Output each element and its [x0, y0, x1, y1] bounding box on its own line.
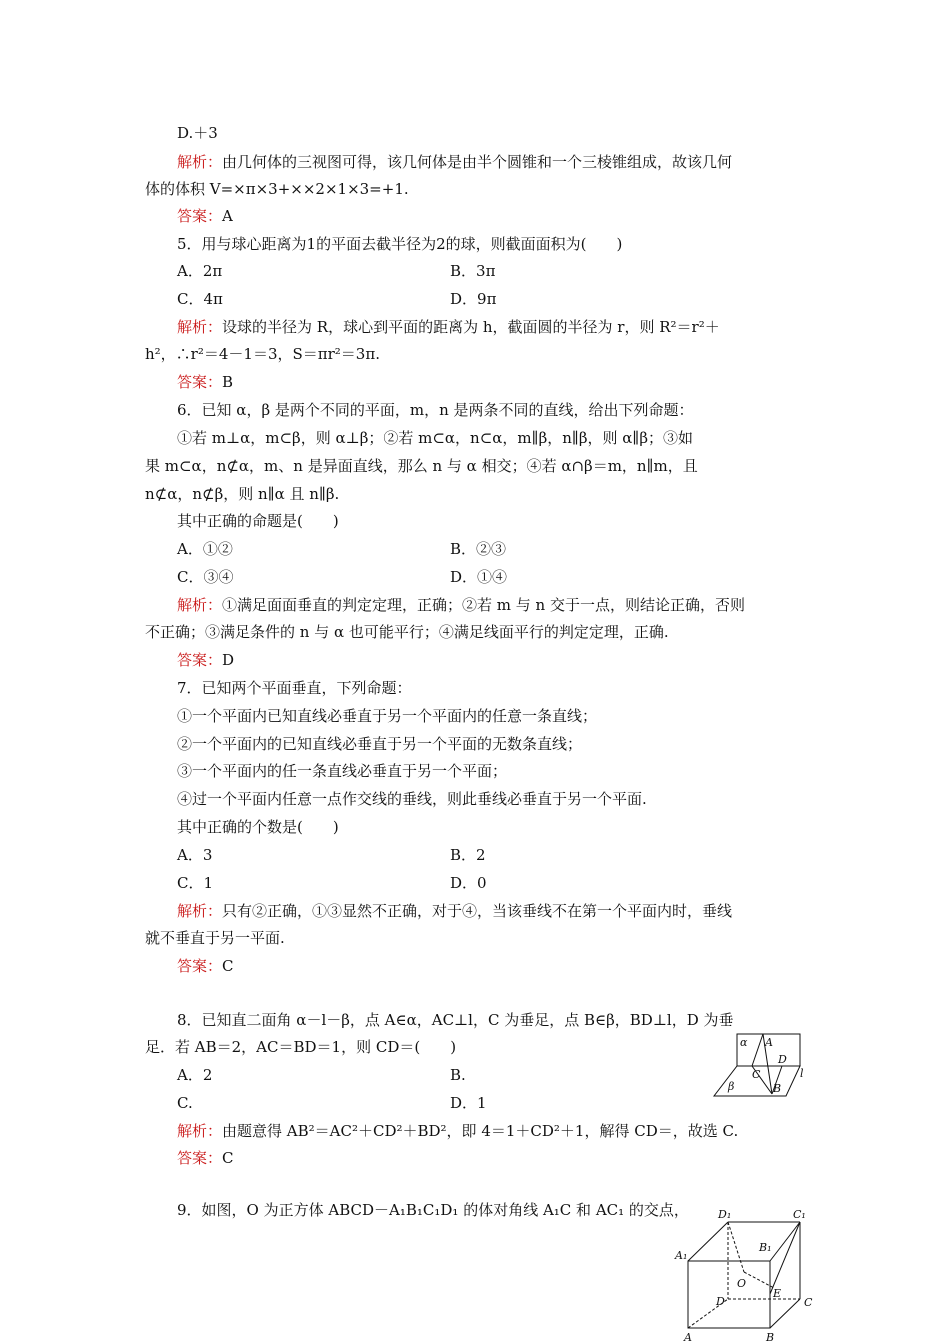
option-c: C.: [177, 1094, 193, 1112]
option-row: [177, 1094, 487, 1112]
answer-label: 答案：: [177, 957, 223, 975]
option-d: D．①④: [450, 568, 508, 586]
option-d: D.＋3: [177, 124, 218, 142]
question-9: 9．如图，O 为正方体 ABCD－A₁B₁C₁D₁ 的体对角线 A₁C 和 AC₁ 的交点，: [177, 1201, 689, 1219]
text-line: n⊄α，n⊄β，则 n∥α 且 n∥β.: [145, 485, 340, 503]
option-b: B．3π: [450, 262, 496, 280]
option-a: A．3: [177, 846, 213, 864]
question-8: 8．已知直二面角 α－l－β，点 A∈α，AC⊥l，C 为垂足，点 B∈β，BD⊥l，D 为垂: [177, 1011, 734, 1029]
option-row: [177, 262, 496, 280]
edge-b1c1: [770, 1222, 800, 1261]
text-line: ④过一个平面内任意一点作交线的垂线，则此垂线必垂直于另一个平面.: [177, 790, 647, 808]
option-row: [177, 540, 507, 558]
label-e: E: [773, 1287, 782, 1300]
answer-label: 答案：: [177, 651, 223, 669]
label-alpha: α: [740, 1036, 748, 1049]
analysis-line: [177, 1122, 738, 1140]
analysis-line: [177, 596, 745, 614]
text-line: 足．若 AB＝2，AC＝BD＝1，则 CD＝( ): [145, 1038, 457, 1056]
label-a1: A₁: [675, 1249, 688, 1262]
label-beta: β: [728, 1080, 735, 1093]
label-d: D: [716, 1295, 725, 1308]
segment-ec1: [770, 1222, 800, 1294]
option-b: B.: [450, 1066, 466, 1084]
label-l: l: [800, 1067, 804, 1080]
text-line: ②一个平面内的已知直线必垂直于另一个平面的无数条直线；: [177, 735, 583, 753]
analysis-text: ①满足面面垂直的判定定理，正确；②若 m 与 n 交于一点，则结论正确，否则: [222, 596, 745, 614]
analysis-text: 由题意得 AB²＝AC²＋CD²＋BD²，即 4＝1＋CD²＋1，解得 CD＝，故选 C.: [222, 1122, 739, 1140]
analysis-label: 解析：: [177, 596, 223, 614]
label-b1: B₁: [759, 1241, 772, 1254]
analysis-label: 解析：: [177, 902, 223, 920]
answer-line: [177, 651, 234, 669]
answer-line: [177, 957, 234, 975]
analysis-text: 设球的半径为 R，球心到平面的距离为 h，截面圆的半径为 r，则 R²＝r²＋: [222, 318, 720, 336]
option-row: [177, 290, 497, 308]
text-line: ①一个平面内已知直线必垂直于另一个平面内的任意一条直线；: [177, 707, 598, 725]
option-d: D．1: [450, 1094, 487, 1112]
answer-label: 答案：: [177, 1149, 223, 1167]
option-row: [177, 874, 487, 892]
option-c: C．1: [177, 874, 214, 892]
analysis-text: 由几何体的三视图可得，该几何体是由半个圆锥和一个三棱锥组成，故该几何: [222, 153, 733, 171]
text-line: 不正确；③满足条件的 n 与 α 也可能平行；④满足线面平行的判定定理，正确.: [145, 623, 669, 641]
option-a: A．2: [177, 1066, 213, 1084]
analysis-text: 只有②正确，①③显然不正确，对于④，当该垂线不在第一个平面内时，垂线: [222, 902, 733, 920]
option-line: [177, 124, 218, 142]
option-row: [177, 1066, 466, 1084]
analysis-label: 解析：: [177, 1122, 223, 1140]
answer-value: A: [222, 207, 233, 225]
option-row: [177, 568, 508, 586]
edge-bc: [770, 1299, 800, 1328]
option-d: D．9π: [450, 290, 497, 308]
label-d1: D₁: [718, 1208, 732, 1221]
answer-label: 答案：: [177, 373, 223, 391]
label-b: B: [773, 1082, 782, 1095]
option-c: C．③④: [177, 568, 234, 586]
label-a: A: [684, 1331, 692, 1344]
question-6: 6．已知 α，β 是两个不同的平面，m，n 是两条不同的直线，给出下列命题：: [177, 401, 694, 419]
answer-label: 答案：: [177, 207, 223, 225]
label-d: D: [778, 1053, 787, 1066]
text-line: 其中正确的命题是( ): [177, 512, 339, 530]
option-b: B．②③: [450, 540, 507, 558]
option-row: [177, 846, 486, 864]
option-a: A．2π: [177, 262, 223, 280]
analysis-label: 解析：: [177, 153, 223, 171]
option-d: D．0: [450, 874, 487, 892]
text-line: ①若 m⊥α，m⊂β，则 α⊥β；②若 m⊂α，n⊂α，m∥β，n∥β，则 α∥β；③如: [177, 429, 694, 447]
answer-line: [177, 207, 233, 225]
text-line: 果 m⊂α，n⊄α，m、n 是异面直线，那么 n 与 α 相交；④若 α∩β＝m，n∥m，且: [145, 457, 698, 475]
answer-value: B: [222, 373, 234, 391]
analysis-line: [177, 902, 732, 920]
option-b: B．2: [450, 846, 486, 864]
cube-figure: [672, 1206, 820, 1344]
analysis-label: 解析：: [177, 318, 223, 336]
question-5: 5．用与球心距离为1的平面去截半径为2的球，则截面面积为( ): [177, 235, 623, 253]
answer-line: [177, 1149, 234, 1167]
option-c: C．4π: [177, 290, 223, 308]
label-b: B: [766, 1331, 775, 1344]
analysis-line: [177, 318, 720, 336]
text-line: ③一个平面内的任一条直线必垂直于另一个平面；: [177, 762, 508, 780]
answer-value: C: [222, 1149, 234, 1167]
text-line: h²，∴r²＝4－1＝3，S＝πr²＝3π.: [145, 345, 380, 363]
answer-value: C: [222, 957, 234, 975]
answer-value: D: [222, 651, 235, 669]
edge-a1d1: [688, 1222, 728, 1261]
label-a: A: [765, 1036, 773, 1049]
label-c: C: [804, 1296, 813, 1309]
label-o: O: [737, 1277, 747, 1290]
option-a: A．①②: [177, 540, 233, 558]
answer-line: [177, 373, 233, 391]
text-line: 就不垂直于另一平面.: [145, 929, 285, 947]
label-c: C: [752, 1068, 761, 1081]
segment-ac: [752, 1034, 763, 1066]
text-line: 体的体积 V=×π×3+××2×1×3=+1.: [145, 180, 409, 198]
segment-d1o: [728, 1222, 744, 1272]
analysis-line: [177, 153, 732, 171]
question-7: 7．已知两个平面垂直，下列命题：: [177, 679, 412, 697]
label-c1: C₁: [793, 1208, 806, 1221]
dihedral-angle-figure: [710, 1032, 810, 1100]
cube-front-face: [688, 1261, 770, 1328]
text-line: 其中正确的个数是( ): [177, 818, 339, 836]
